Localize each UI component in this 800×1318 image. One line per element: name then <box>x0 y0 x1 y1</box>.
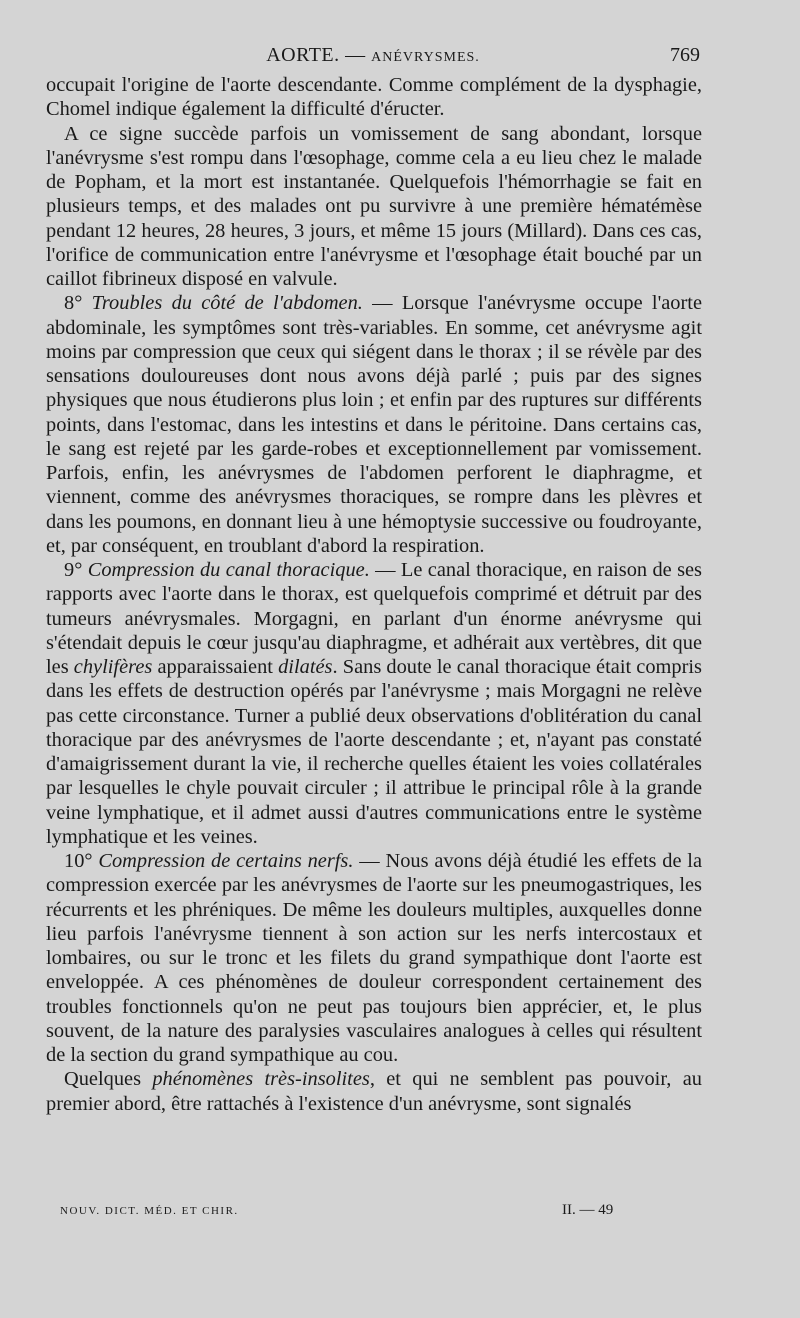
running-head-dash: — <box>345 44 366 66</box>
paragraph-text: apparaissaient <box>152 656 279 678</box>
section-number: 8° <box>64 292 83 315</box>
paragraph-text: occupait l'origine de l'aorte descendante. Comme complément de la dysphagie, Chomel indique également la difficulté d'éructer. <box>46 74 702 121</box>
paragraph-text: — Lorsque l'anévrysme occupe l'aorte abdominale, les symptômes sont très-variables. En somme, cet anévrysme agit moins par compression que ceux qui siégent dans le thorax ; il se révèle par des sensations douloureuses dont nous avons déjà parlé ; puis par des signes physiques que nous étudierons plus loin ; et enfin par des ruptures sur différents points, dans l'estomac, dans les intestins et dans le péritoine. Dans certains cas, le sang est rejeté par les garde-robes et exceptionnellement par vomissement. Parfois, enfin, les anévrysmes de l'abdomen perforent le diaphragme, et viennent, comme des anévrysmes thoraciques, se rompre dans les plèvres et dans les poumons, en donnant lieu à une hémoptysie successive ou foudroyante, et, par conséquent, en troublant d'abord la respiration. <box>46 292 702 557</box>
paragraph-text: Quelques <box>64 1068 153 1091</box>
paragraph-text: — Le canal thoracique, en raison de ses rapports avec l'aorte dans le thorax, est quelquefois comprimé et détruit par des tumeurs anévrysmales. Morgagni, en parlant d'un énorme anévrysme qui s'étendait depuis le cœur jusqu'au diaphragme, et adhérait aux vertèbres, dit que les <box>46 559 702 678</box>
emphasis-term: dilatés <box>278 656 333 678</box>
emphasis-term: chylifères <box>73 656 153 678</box>
paragraph-text: , et qui ne semblent pas pouvoir, au premier abord, être rattachés à l'existence d'un anévrysme, sont signalés <box>46 1068 702 1115</box>
paragraph-text: A ce signe succède parfois un vomissement de sang abondant, lorsque l'anévrysme s'est rompu dans l'œsophage, comme cela a eu lieu chez le malade de Popham, et la mort est instantanée. Quelquefois l'hémorrhagie se fait en plusieurs temps, et des malades ont pu survivre à une première hématémèse pendant 12 heures, 28 heures, 3 jours, et même 15 jours (Millard). Dans ces cas, l'orifice de communication entre l'anévrysme et l'œsophage était bouché par un caillot fibrineux disposé en valvule. <box>46 122 702 290</box>
section-thoracic-duct <box>46 558 702 849</box>
running-head <box>46 44 700 67</box>
running-head-subtitle: ANÉVRYSMES. <box>371 50 480 65</box>
body-text <box>46 73 702 1116</box>
section-title: Troubles du côté de l'abdomen. <box>91 292 363 315</box>
page-number: 769 <box>670 44 700 66</box>
section-title: Compression du canal thoracique. <box>87 559 370 581</box>
footer-sheet-mark: II. — 49 <box>562 1202 614 1218</box>
paragraph-continuation <box>46 73 702 122</box>
section-abdomen <box>46 291 702 558</box>
paragraph-hematemesis <box>46 122 702 292</box>
paragraph-insolite <box>46 1067 702 1116</box>
section-number: 9° <box>64 559 83 581</box>
section-nerves <box>46 849 702 1067</box>
paragraph-text: . Sans doute le canal thoracique était compris dans les effets de destruction opérés par l'anévrysme ; mais Morgagni ne relève pas cette circonstance. Turner a publié deux observations d'oblitération du canal thoracique par des anévrysmes de l'aorte descendante ; et, n'ayant pas constaté d'amaigrissement durant la vie, il recherche quelles étaient les voies collatérales par lesquelles le chyle pouvait circuler ; il attribue le principal rôle à la grande veine lymphatique, et il admet aussi d'autres communications entre le système lymphatique et les veines. <box>46 656 702 848</box>
section-number: 10° <box>64 850 93 872</box>
running-head-title: AORTE. <box>266 44 340 66</box>
footer-signature: NOUV. DICT. MÉD. ET CHIR. <box>60 1205 239 1217</box>
section-title: Compression de certains nerfs. <box>98 850 354 872</box>
page-footer <box>60 1202 700 1225</box>
page-header <box>46 40 700 70</box>
paragraph-text: — Nous avons déjà étudié les effets de la compression exercée par les anévrysmes de l'aorte sur les pneumogastriques, les récurrents et les phréniques. De même les douleurs multiples, auxquelles donne lieu parfois l'anévrysme tiennent à son action sur les nerfs intercostaux et lombaires, ou sur le tronc et les filets du grand sympathique dont l'aorte est enveloppée. A ces phénomènes de douleur correspondent certainement des troubles fonctionnels qu'on ne peut pas toujours bien apprécier, et, le plus souvent, de la nature des paralysies vasculaires analogues à celles qui résultent de la section du grand sympathique au cou. <box>46 850 703 1066</box>
emphasis-term: phénomènes très-insolites <box>152 1068 370 1091</box>
